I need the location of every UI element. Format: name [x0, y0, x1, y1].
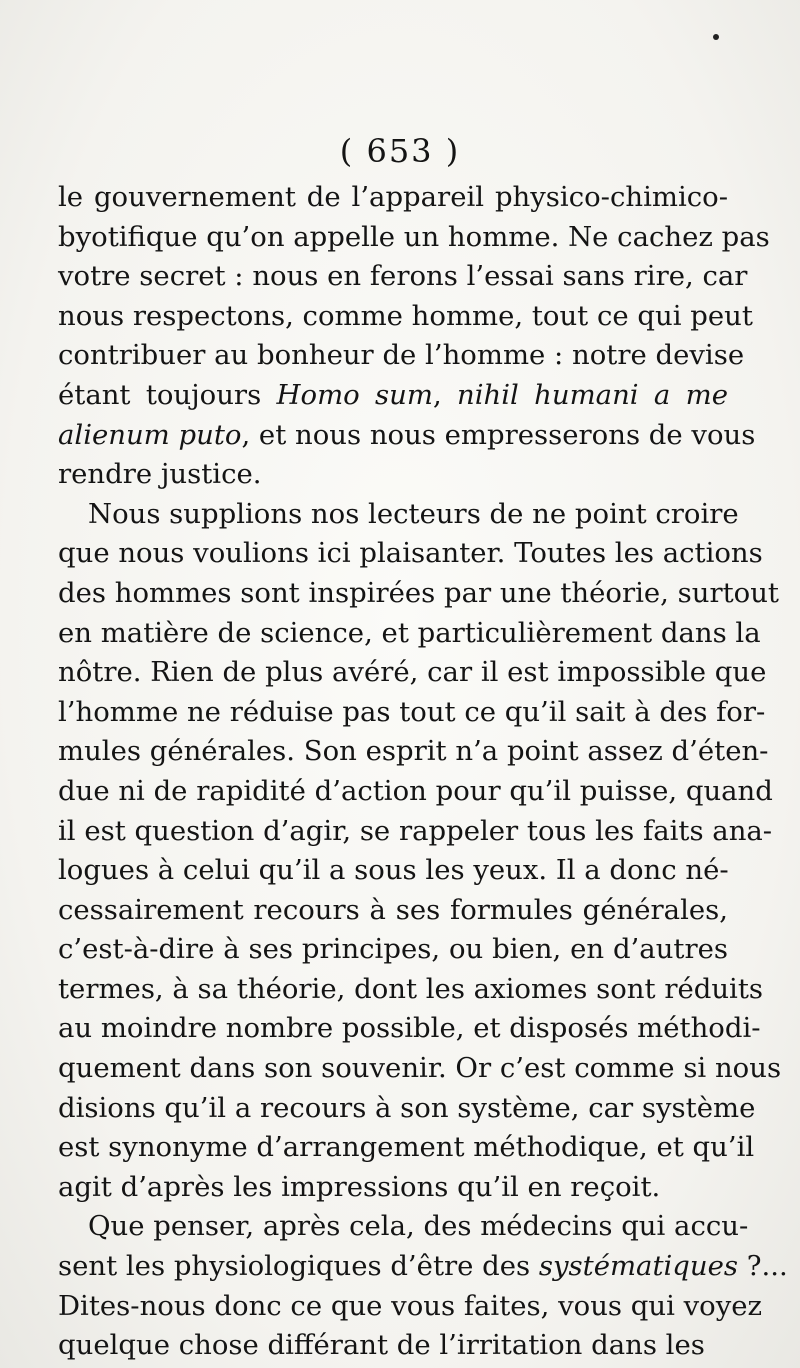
paragraph — [58, 495, 782, 1208]
italic-text: systématiques — [538, 1250, 738, 1283]
text-segment: Nous supplions nos lecteurs de ne point croire — [88, 497, 739, 530]
text-line — [58, 772, 773, 812]
text-segment: il est question d’agir, se rappeler tous les faits ana- — [58, 814, 773, 847]
text-line — [58, 455, 728, 495]
text-segment: quement dans son souvenir. Or c’est comme si nous — [58, 1052, 782, 1085]
text-segment: Dites-nous donc ce que vous faites, vous qui voyez — [58, 1289, 763, 1322]
ink-speck — [713, 34, 719, 40]
text-segment: , — [432, 378, 458, 411]
text-segment: due ni de rapidité d’action pour qu’il puisse, quand — [58, 774, 773, 807]
text-segment: byotifique qu’on appelle un homme. Ne cachez pas — [58, 220, 770, 253]
text-line — [58, 218, 770, 258]
text-line — [58, 614, 761, 654]
text-line — [58, 1326, 728, 1366]
italic-text: alienum puto — [58, 418, 242, 451]
text-line — [58, 376, 728, 416]
paragraph — [58, 178, 770, 495]
text-line — [58, 1287, 763, 1327]
text-segment: mules générales. Son esprit n’a point assez d’éten- — [58, 735, 769, 768]
text-segment: le gouvernement de l’appareil physico-chimico- — [58, 181, 728, 213]
text-segment: disions qu’il a recours à son système, car système — [58, 1091, 756, 1124]
text-segment: nôtre. Rien de plus avéré, car il est impossible que — [58, 656, 767, 689]
text-line — [58, 812, 773, 852]
text-line — [58, 1128, 755, 1168]
text-segment: au moindre nombre possible, et disposés méthodi- — [58, 1012, 761, 1045]
text-segment: , et nous nous empresserons de vous — [241, 418, 756, 451]
text-segment: contribuer au bonheur de l’homme : notre devise — [58, 339, 745, 372]
italic-text: Homo sum — [276, 378, 433, 411]
text-segment: ?... — [738, 1250, 788, 1283]
text-line — [58, 851, 728, 891]
text-segment: c’est-à-dire à ses principes, ou bien, en d’autres — [58, 933, 728, 966]
text-line — [58, 1207, 749, 1247]
text-line — [58, 930, 728, 970]
text-line — [58, 495, 739, 535]
text-line — [58, 336, 745, 376]
text-line — [58, 891, 728, 931]
text-line — [58, 653, 767, 693]
text-segment: termes, à sa théorie, dont les axiomes sont réduits — [58, 972, 764, 1005]
text-line — [58, 1168, 728, 1208]
text-segment: nous respectons, comme homme, tout ce qui peut — [58, 299, 753, 332]
page-body-text — [58, 178, 788, 1366]
text-line — [58, 1247, 788, 1287]
text-segment: que nous voulions ici plaisanter. Toutes les actions — [58, 537, 763, 570]
text-line — [58, 534, 763, 574]
text-segment: sent les physiologiques d’être des — [58, 1250, 539, 1283]
text-segment: l’homme ne réduise pas tout ce qu’il sait à des for- — [58, 695, 766, 728]
text-line — [58, 257, 748, 297]
italic-text: nihil humani a me — [457, 378, 728, 411]
text-line — [58, 1089, 756, 1129]
text-line — [58, 1049, 782, 1089]
text-line — [58, 416, 756, 456]
text-segment: votre secret : nous en ferons l’essai sans rire, car — [58, 260, 748, 293]
text-segment: Que penser, après cela, des médecins qui accu- — [88, 1210, 749, 1243]
text-segment: est synonyme d’arrangement méthodique, et qu’il — [58, 1131, 755, 1164]
paragraph — [58, 1207, 788, 1365]
text-segment: en matière de science, et particulièrement dans la — [58, 616, 761, 649]
text-segment: quelque chose différant de l’irritation dans les — [58, 1329, 705, 1362]
text-segment: étant toujours — [58, 378, 277, 411]
text-line — [58, 970, 764, 1010]
text-line — [58, 178, 728, 218]
text-segment: des hommes sont inspirées par une théorie, surtout — [58, 576, 779, 609]
text-line — [58, 732, 769, 772]
text-segment: agit d’après les impressions qu’il en reçoit. — [58, 1170, 661, 1203]
text-line — [58, 297, 753, 337]
text-segment: cessairement recours à ses formules générales, — [58, 893, 728, 926]
text-line — [58, 574, 779, 614]
page-number: ( 653 ) — [339, 132, 461, 170]
text-segment: rendre justice. — [58, 458, 262, 491]
text-segment: logues à celui qu’il a sous les yeux. Il a donc né- — [58, 854, 729, 887]
text-line — [58, 693, 766, 733]
text-line — [58, 1009, 761, 1049]
